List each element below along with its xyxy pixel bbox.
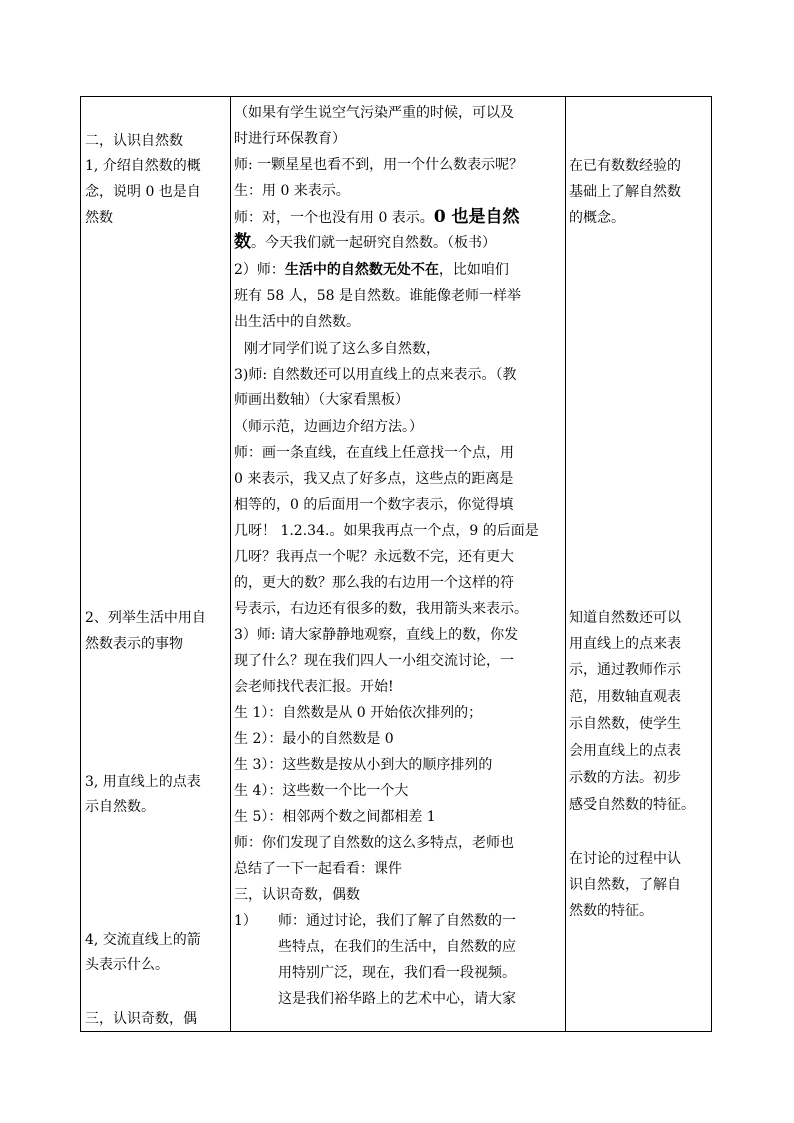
process-line: 3)师: 自然数还可以用直线上的点来表示。（教 bbox=[234, 367, 517, 383]
process-line: 些特点，在我们的生活中，自然数的应 bbox=[278, 939, 516, 955]
process-line: 刚才同学们说了这么多自然数， bbox=[244, 341, 440, 357]
intent-text: 会用直线上的点表 bbox=[569, 743, 681, 759]
process-line: 相等的，0 的后面用一个数字表示，你觉得填 bbox=[234, 497, 514, 513]
process-line: 出生活中的自然数。 bbox=[234, 314, 360, 330]
process-line: 时进行环保教育） bbox=[234, 131, 346, 147]
process-line: 号表示，右边还有很多的数，我用箭头来表示。 bbox=[234, 601, 528, 617]
intent-text: 在讨论的过程中认 bbox=[569, 851, 681, 867]
process-line: 会老师找代表汇报。开始! bbox=[234, 679, 394, 695]
step-text: 然数表示的事物 bbox=[85, 636, 183, 652]
process-column bbox=[234, 97, 564, 1031]
process-line: 几呀？我再点一个呢？永远数不完，还有更大 bbox=[234, 549, 514, 565]
step-text: 三，认识奇数，偶 bbox=[85, 1011, 197, 1027]
process-line: 三，认识奇数，偶数 bbox=[234, 887, 360, 903]
intent-text: 感受自然数的特征。 bbox=[569, 797, 695, 813]
intent-text: 示数的方法。初步 bbox=[569, 770, 681, 786]
intent-text: 示自然数，使学生 bbox=[569, 716, 681, 732]
process-line: 师：画一条直线，在直线上任意找一个点，用 bbox=[234, 445, 514, 461]
process-line: （师示范，边画边介绍方法。） bbox=[234, 419, 423, 435]
list-number: 1） bbox=[234, 913, 257, 929]
process-line: 总结了一下一起看看：课件 bbox=[234, 861, 402, 877]
step-text: 4, 交流直线上的箭 bbox=[85, 932, 201, 948]
steps-column bbox=[85, 97, 231, 1031]
step-text: 然数 bbox=[85, 210, 113, 226]
column-divider bbox=[565, 97, 566, 1031]
step-text: 念，说明 0 也是自 bbox=[85, 184, 201, 200]
process-line: 用特别广泛，现在，我们看一段视频。 bbox=[278, 965, 516, 981]
step-text: 头表示什么。 bbox=[85, 957, 169, 973]
process-line: （如果有学生说空气污染严重的时候，可以及 bbox=[234, 105, 514, 121]
intent-text: 用直线上的点来表 bbox=[569, 636, 681, 652]
process-line: 这是我们裕华路上的艺术中心，请大家 bbox=[278, 991, 516, 1007]
process-line: 师：你们发现了自然数的这么多特点，老师也 bbox=[234, 835, 514, 851]
process-line: 几呀！ 1.2.34.。如果我再点一个点，9 的后面是 bbox=[234, 523, 539, 539]
step-text: 1, 介绍自然数的概 bbox=[85, 158, 201, 174]
step-text: 2、列举生活中用自 bbox=[85, 610, 206, 626]
process-line: 师画出数轴）（大家看黑板） bbox=[234, 392, 409, 408]
intent-text: 知道自然数还可以 bbox=[569, 610, 681, 626]
process-line: 的，更大的数？那么我的右边用一个这样的符 bbox=[234, 575, 514, 591]
intent-text: 在已有数数经验的 bbox=[569, 158, 681, 174]
step-text: 3, 用直线上的点表 bbox=[85, 774, 201, 790]
process-line: 班有 58 人，58 是自然数。谁能像老师一样举 bbox=[234, 288, 521, 304]
lesson-plan-table bbox=[80, 96, 712, 1032]
intent-column bbox=[569, 97, 709, 1031]
process-line: 2）师：生活中的自然数无处不在，比如咱们 bbox=[234, 262, 509, 278]
process-line: 师：对，一个也没有用 0 表示。0 也是自然 bbox=[234, 207, 520, 227]
process-line: 生 4）：这些数一个比一个大 bbox=[234, 783, 409, 799]
process-line: 0 来表示，我又点了好多点，这些点的距离是 bbox=[234, 471, 514, 487]
process-line: 生 3）：这些数是按从小到大的顺序排列的 bbox=[234, 757, 493, 773]
process-line: 3）师: 请大家静静地观察，直线上的数，你发 bbox=[234, 627, 519, 643]
intent-text: 基础上了解自然数 bbox=[569, 184, 681, 200]
section-title: 二，认识自然数 bbox=[85, 133, 183, 149]
intent-text: 然数的特征。 bbox=[569, 903, 653, 919]
intent-text: 范，用数轴直观表 bbox=[569, 689, 681, 705]
intent-text: 识自然数，了解自 bbox=[569, 877, 681, 893]
process-line: 师: 一颗星星也看不到，用一个什么数表示呢？ bbox=[234, 157, 524, 173]
process-line: 数。今天我们就一起研究自然数。（板书） bbox=[234, 232, 496, 252]
intent-text: 的概念。 bbox=[569, 210, 625, 226]
process-line: 生：用 0 来表示。 bbox=[234, 183, 350, 199]
intent-text: 示，通过教师作示 bbox=[569, 662, 681, 678]
process-line: 生 5）：相邻两个数之间都相差 1 bbox=[234, 809, 436, 825]
step-text: 示自然数。 bbox=[85, 799, 155, 815]
process-line: 现了什么？现在我们四人一小组交流讨论，一 bbox=[234, 653, 514, 669]
process-line: 师：通过讨论，我们了解了自然数的一 bbox=[278, 913, 516, 929]
process-line: 生 1）：自然数是从 0 开始依次排列的； bbox=[234, 705, 483, 721]
process-line: 生 2）：最小的自然数是 0 bbox=[234, 731, 394, 747]
